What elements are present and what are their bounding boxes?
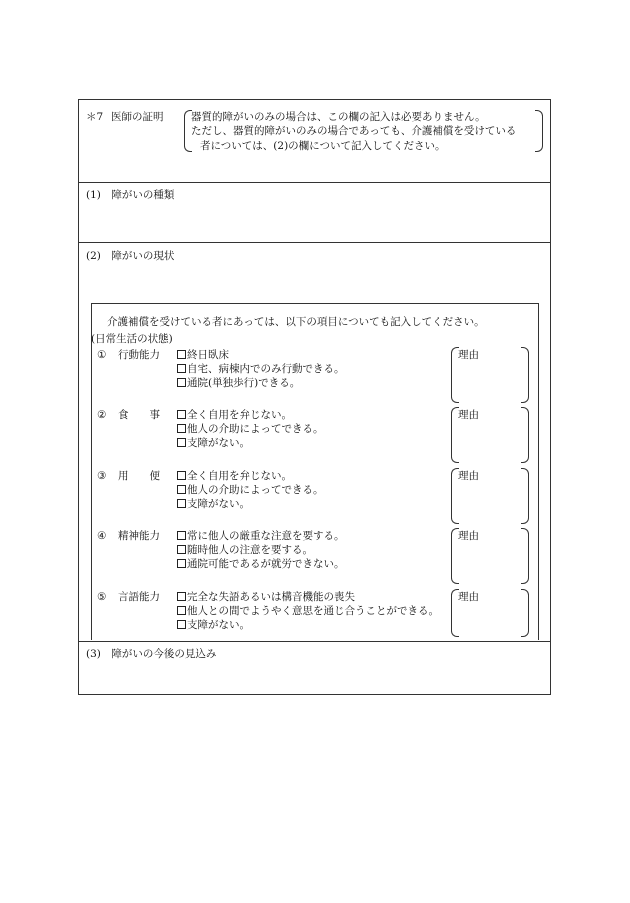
item3-option-2: 他人の介助によってできる。 [177,483,324,497]
item3-option-3: 支障がない。 [177,497,250,511]
checkbox[interactable] [177,620,186,629]
header-note-line-1: 器質的障がいのみの場合は、この欄の記入は必要ありません。 [191,111,486,123]
checkbox[interactable] [177,499,186,508]
item5-number: ⑤ [97,591,107,603]
item1-option-1: 終日臥床 [177,348,229,362]
item3-name: 用 便 [118,470,160,482]
checkbox[interactable] [177,606,186,615]
item4-option-2: 随時他人の注意を要する。 [177,543,313,557]
item4-option-3: 通院可能であるが就労できない。 [177,557,345,571]
item2-reason-label: 理由 [458,409,479,421]
item3-reason-bracket-right[interactable] [521,468,529,524]
divider-section2 [79,641,550,642]
item1-reason-bracket-right[interactable] [521,347,529,403]
item3-option-1: 全く自用を弁じない。 [177,469,292,483]
checkbox[interactable] [177,410,186,419]
checkbox[interactable] [177,350,186,359]
divider-section1 [79,242,550,243]
item2-reason-bracket-right[interactable] [521,407,529,463]
checkbox[interactable] [177,438,186,447]
item4-option-1: 常に他人の厳重な注意を要する。 [177,529,345,543]
item2-number: ② [97,409,107,421]
checkbox[interactable] [177,378,186,387]
checkbox[interactable] [177,364,186,373]
daily-life-subheading: (日常生活の状態) [91,333,173,345]
item3-reason-label: 理由 [458,470,479,482]
item4-reason-bracket-right[interactable] [521,528,529,584]
item2-option-1: 全く自用を弁じない。 [177,408,292,422]
checkbox[interactable] [177,559,186,568]
divider-header [79,182,550,183]
item5-reason-label: 理由 [458,591,479,603]
item5-reason-bracket-right[interactable] [521,589,529,637]
item1-option-2: 自宅、病棟内でのみ行動できる。 [177,362,345,376]
section2-label: (2) 障がいの現状 [86,250,175,262]
checkbox[interactable] [177,592,186,601]
item5-option-3: 支障がない。 [177,618,250,632]
header-right-bracket [535,110,543,152]
header-note-line-2: ただし、器質的障がいのみの場合であっても、介護補償を受けている [191,125,517,137]
checkbox[interactable] [177,545,186,554]
item3-number: ③ [97,470,107,482]
item5-name: 言語能力 [118,591,160,603]
item5-option-1: 完全な失語あるいは構音機能の喪失 [177,590,355,604]
checkbox[interactable] [177,471,186,480]
item1-option-3: 通院(単独歩行)できる。 [177,376,300,390]
item2-name: 食 事 [118,409,160,421]
header-number: ＊7 [86,111,104,123]
item1-name: 行動能力 [118,349,160,361]
header-note-line-3: 者については、(2)の欄について記入してください。 [200,140,446,152]
item4-number: ④ [97,530,107,542]
item1-reason-label: 理由 [458,349,479,361]
checkbox[interactable] [177,485,186,494]
checkbox[interactable] [177,531,186,540]
item5-option-2: 他人との間でようやく意思を通じ合うことができる。 [177,604,439,618]
care-intro: 介護補償を受けている者にあっては、以下の項目についても記入してください。 [107,316,485,328]
header-title: 医師の証明 [111,111,164,123]
section1-label: (1) 障がいの種類 [86,189,175,201]
item2-option-3: 支障がない。 [177,436,250,450]
item1-number: ① [97,349,107,361]
item4-reason-label: 理由 [458,530,479,542]
checkbox[interactable] [177,424,186,433]
item2-option-2: 他人の介助によってできる。 [177,422,324,436]
section3-label: (3) 障がいの今後の見込み [86,648,217,660]
item4-name: 精神能力 [118,530,160,542]
